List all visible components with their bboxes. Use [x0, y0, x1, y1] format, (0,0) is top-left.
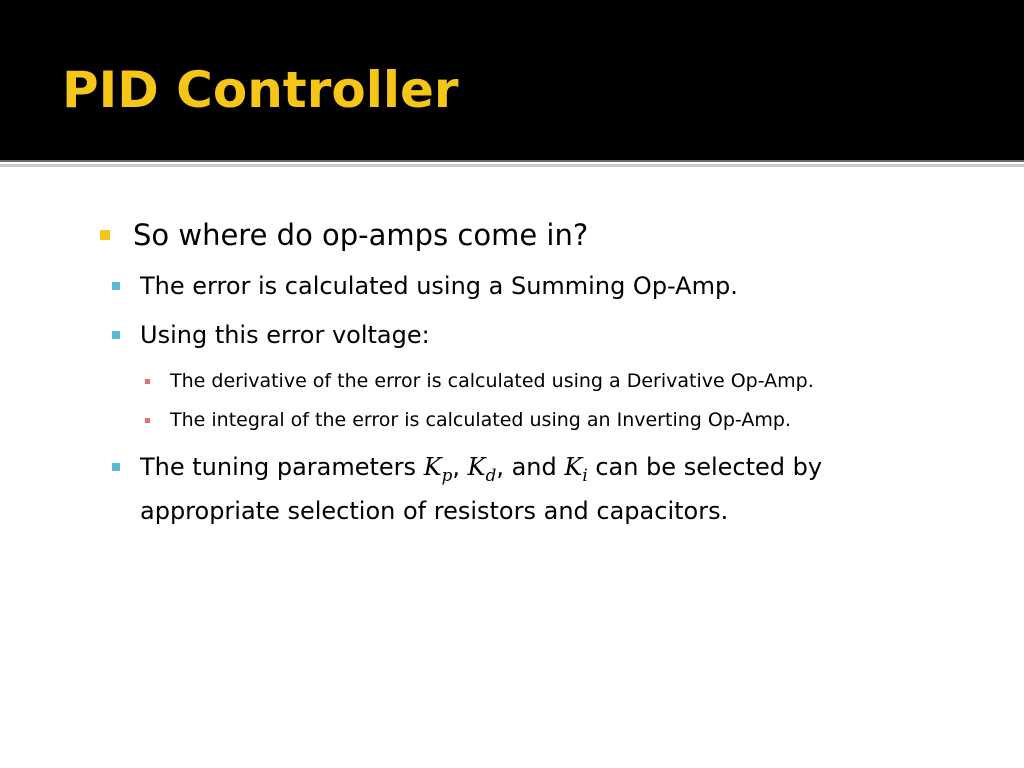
slide-title: PID Controller [62, 61, 459, 119]
ki-subscript: i [582, 464, 588, 485]
separator-1: , [452, 453, 468, 481]
math-kd [467, 453, 497, 485]
separator-2: , and [496, 453, 565, 481]
bullet-text: The derivative of the error is calculated using a Derivative Op-Amp. [170, 370, 814, 392]
bullet-text: The integral of the error is calculated using an Inverting Op-Amp. [170, 409, 791, 431]
square-bullet-icon [145, 418, 150, 423]
square-bullet-icon [112, 282, 120, 290]
kp-base: K [423, 453, 442, 481]
square-bullet-icon [112, 331, 120, 339]
bullet-text-continuation: appropriate selection of resistors and capacitors. [140, 497, 729, 525]
bullet-text: Using this error voltage: [140, 321, 430, 349]
bullet-item-level2 [112, 271, 738, 301]
square-bullet-icon [112, 463, 120, 471]
tuning-suffix: can be selected by [587, 453, 823, 481]
math-ki [564, 453, 588, 485]
square-bullet-icon [100, 230, 110, 240]
bullet-item-level3 [145, 408, 791, 432]
square-bullet-icon [145, 379, 150, 384]
bullet-item-level1 [100, 218, 588, 252]
tuning-prefix: The tuning parameters [140, 453, 424, 481]
math-kp [423, 453, 453, 485]
kd-subscript: d [485, 464, 497, 485]
bullet-text [140, 452, 823, 485]
ki-base: K [564, 453, 583, 481]
kp-subscript: p [441, 464, 453, 485]
bullet-item-level3 [145, 369, 814, 393]
bullet-item-level2 [112, 320, 430, 350]
bullet-text: So where do op-amps come in? [133, 218, 589, 252]
kd-base: K [467, 453, 486, 481]
bullet-text: The error is calculated using a Summing Op-Amp. [140, 272, 738, 300]
bullet-item-level2 [112, 452, 822, 526]
